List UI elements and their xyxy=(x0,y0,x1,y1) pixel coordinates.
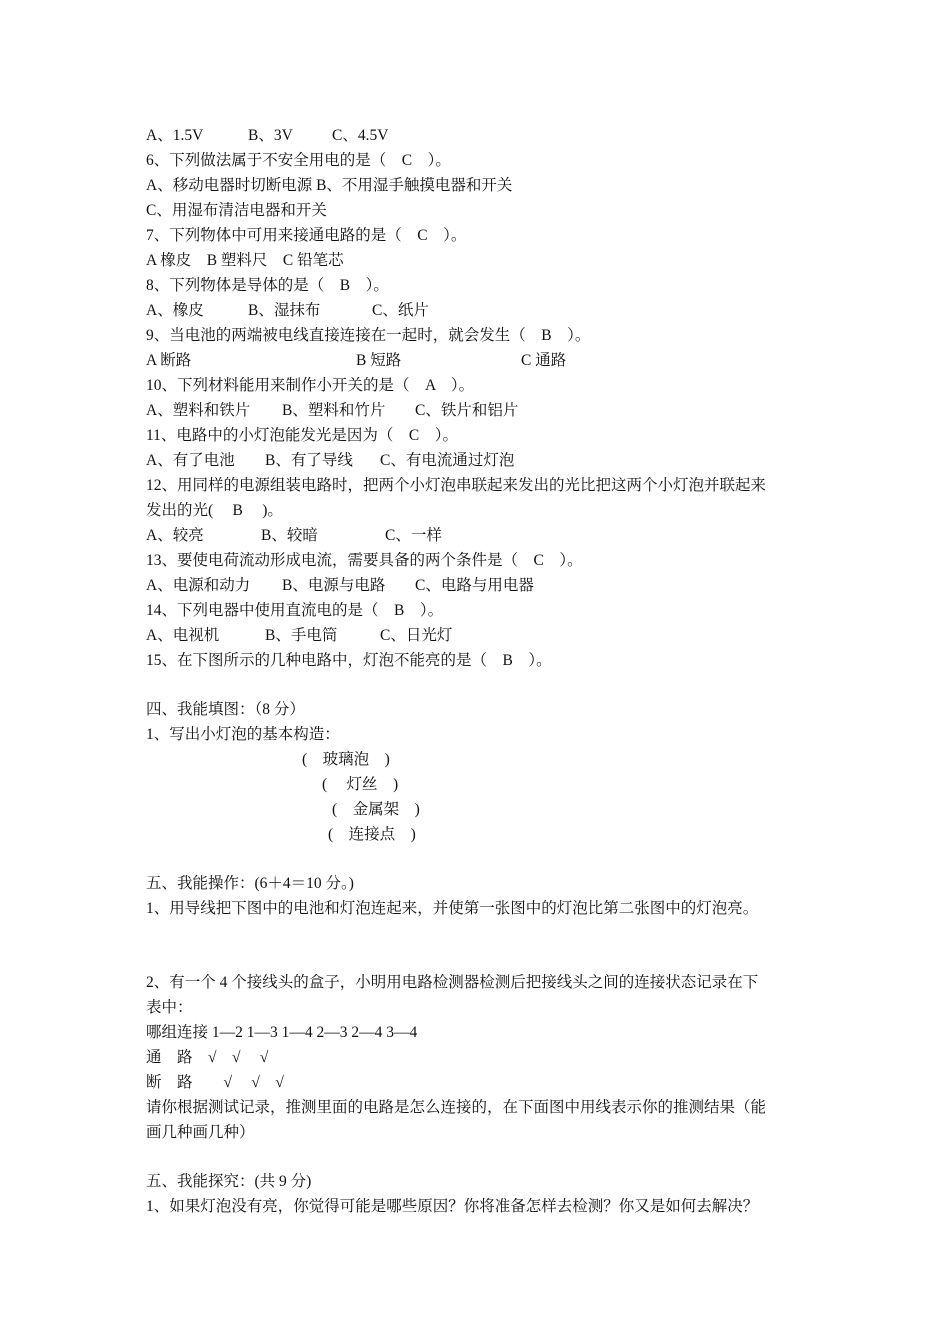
q12-option-c: C、一样 xyxy=(385,527,442,544)
q9-question: 9、当电池的两端被电线直接连接在一起时，就会发生（ B ）。 xyxy=(146,327,591,344)
test-table-header: 哪组连接 1—2 1—3 1—4 2—3 2—4 3—4 xyxy=(146,1024,418,1041)
q10-question: 10、下列材料能用来制作小开关的是（ A ）。 xyxy=(146,377,475,394)
section6-q1: 1、如果灯泡没有亮，你觉得可能是哪些原因？你将准备怎样去检测？你又是如何去解决？ xyxy=(146,1198,759,1215)
test-table-row-closed: 通 路 √ √ √ xyxy=(146,1049,269,1066)
q13-option-b: B、电源与电路 xyxy=(282,577,386,594)
q13-question: 13、要使电荷流动形成电流，需要具备的两个条件是（ C ）。 xyxy=(146,552,583,569)
q10-option-b: B、塑料和竹片 xyxy=(282,402,386,419)
q8-option-c: C、纸片 xyxy=(372,302,429,319)
section4-heading: 四、我能填图：（8 分） xyxy=(146,701,305,718)
q9-option-c: C 通路 xyxy=(521,352,567,369)
q11-option-c: C、有电流通过灯泡 xyxy=(380,452,515,469)
section5-instruction-line1: 请你根据测试记录，推测里面的电路是怎么连接的，在下面图中用线表示你的推测结果（能 xyxy=(146,1099,767,1116)
q14-option-b: B、手电筒 xyxy=(265,627,338,644)
bulb-part-glass: ( 玻璃泡 ) xyxy=(302,751,390,768)
q7-question: 7、下列物体中可用来接通电路的是（ C ）。 xyxy=(146,227,467,244)
test-table-row-open: 断 路 √ √ √ xyxy=(146,1074,284,1091)
section4-q1: 1、写出小灯泡的基本构造： xyxy=(146,726,340,743)
q10-option-a: A、塑料和铁片 xyxy=(146,402,251,419)
q6-options-line2: C、用湿布清洁电器和开关 xyxy=(146,202,327,219)
q5-option-b: B、3V xyxy=(248,127,293,144)
q11-option-a: A、有了电池 xyxy=(146,452,235,469)
section5-instruction-line2: 画几种画几种） xyxy=(146,1124,255,1141)
bulb-part-contact: ( 连接点 ) xyxy=(328,826,416,843)
q14-option-c: C、日光灯 xyxy=(380,627,453,644)
q14-option-a: A、电视机 xyxy=(146,627,220,644)
q14-question: 14、下列电器中使用直流电的是（ B ）。 xyxy=(146,602,444,619)
q12-option-a: A、较亮 xyxy=(146,527,204,544)
q8-option-b: B、湿抹布 xyxy=(248,302,321,319)
q7-options: A 橡皮 B 塑料尺 C 铅笔芯 xyxy=(146,252,344,269)
q11-question: 11、电路中的小灯泡能发光是因为（ C ）。 xyxy=(146,427,459,444)
q13-option-a: A、电源和动力 xyxy=(146,577,251,594)
q12-question-line1: 12、用同样的电源组装电路时，把两个小灯泡串联起来发出的光比把这两个小灯泡并联起来 xyxy=(146,477,767,494)
q6-options-line1: A、移动电器时切断电源 B、不用湿手触摸电器和开关 xyxy=(146,177,513,194)
q15-question: 15、在下图所示的几种电路中，灯泡不能亮的是（ B ）。 xyxy=(146,652,552,669)
bulb-part-metal-frame: ( 金属架 ) xyxy=(332,801,420,818)
section5-q2-line2: 表中： xyxy=(146,999,193,1016)
q10-option-c: C、铁片和铝片 xyxy=(415,402,519,419)
q8-option-a: A、橡皮 xyxy=(146,302,204,319)
q8-question: 8、下列物体是导体的是（ B ）。 xyxy=(146,277,389,294)
q11-option-b: B、有了导线 xyxy=(265,452,353,469)
section5-q1: 1、用导线把下图中的电池和灯泡连起来，并使第一张图中的灯泡比第二张图中的灯泡亮。 xyxy=(146,900,759,917)
q12-question-line2: 发出的光( B )。 xyxy=(146,502,283,519)
bulb-part-filament: ( 灯丝 ) xyxy=(322,776,399,793)
q6-question: 6、下列做法属于不安全用电的是（ C ）。 xyxy=(146,152,451,169)
q12-option-b: B、较暗 xyxy=(261,527,318,544)
q5-option-c: C、4.5V xyxy=(332,127,389,144)
q13-option-c: C、电路与用电器 xyxy=(415,577,534,594)
section6-heading: 五、我能探究：(共 9 分) xyxy=(146,1173,312,1190)
q5-option-a: A、1.5V xyxy=(146,127,204,144)
section5-q2-line1: 2、有一个 4 个接线头的盒子，小明用电路检测器检测后把接线头之间的连接状态记录在下 xyxy=(146,974,759,991)
section5-heading: 五、我能操作：(6＋4＝10 分。) xyxy=(146,875,354,892)
q9-option-b: B 短路 xyxy=(356,352,402,369)
q9-option-a: A 断路 xyxy=(146,352,192,369)
